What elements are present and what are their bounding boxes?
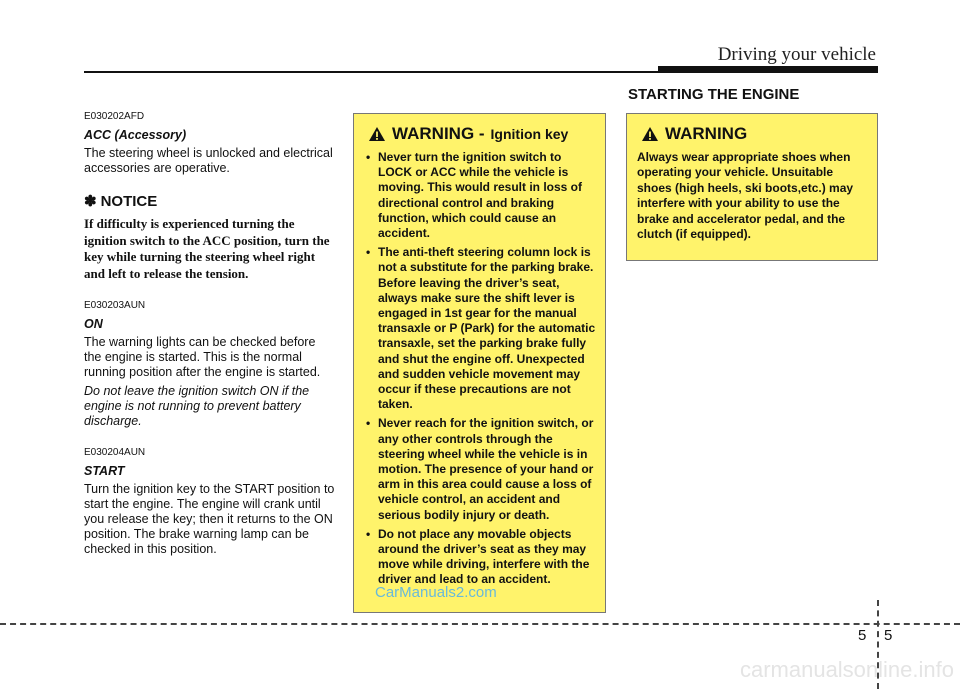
list-item: • Never turn the ignition switch to LOCK or ACC while the vehicle is moving. This would result in loss of directional control and braking function, which could cause an accident. <box>364 150 597 241</box>
on-heading: ON <box>84 317 103 331</box>
warning-shoes-text: Always wear appropriate shoes when operating your vehicle. Unsuitable shoes (high heels, ski boots,etc.) may interfere with your ability to use the brake and accelerator pedal, and the clutch (if equipped). <box>637 150 854 242</box>
notice-text: If difficulty is experienced turning the ignition switch to the ACC position, turn the key while turning the steering wheel right and left to release the tension. <box>84 216 330 281</box>
warning-triangle-icon <box>368 126 386 142</box>
warning-ignition-list <box>364 150 597 588</box>
on-note: Do not leave the ignition switch ON if the engine is not running to prevent battery discharge. <box>84 384 310 428</box>
notice-title <box>84 192 336 210</box>
start-text: Turn the ignition key to the START position to start the engine. The engine will crank until you release the key; then it returns to the ON position. The brake warning lamp can be checked in this position. <box>84 482 335 556</box>
on-text: The warning lights can be checked before the engine is started. This is the normal running position after the engine is started. <box>84 335 321 379</box>
acc-code: E030202AFD <box>84 111 145 122</box>
warning-ignition-title: WARNING - <box>392 124 485 143</box>
acc-text: The steering wheel is unlocked and electrical accessories are operative. <box>84 146 333 175</box>
warning-ignition-heading <box>364 124 597 144</box>
start-code: E030204AUN <box>84 447 146 458</box>
list-item: • Never reach for the ignition switch, or any other controls through the steering wheel while the vehicle is in motion. The presence of your hand or arm in this area could cause a loss of vehicle control, an accident and serious bodily injury or death. <box>364 416 597 522</box>
site-watermark: carmanualsonline.info <box>739 657 954 682</box>
warning-shoes-title: WARNING <box>665 124 748 143</box>
header-title: Driving your vehicle <box>717 44 876 65</box>
warning-triangle-icon <box>641 126 659 142</box>
list-item: • Do not place any movable objects around the driver’s seat as they may move while driving, interfere with the driver and lead to an accident. <box>364 527 597 588</box>
list-item: • The anti-theft steering column lock is not a substitute for the parking brake. Before leaving the driver’s seat, always make sure the shift lever is engaged in 1st gear for the manual transaxle or P (Park) for the automatic transaxle, set the parking brake fully and shut the engine off. Unexpected and sudden vehicle movement may occur if these precautions are not taken. <box>364 245 597 412</box>
warning-ignition-box <box>353 113 606 613</box>
notice-title-text: NOTICE <box>100 192 158 210</box>
left-column <box>84 111 336 557</box>
notice-star-icon: ✽ <box>84 193 97 210</box>
warning-shoes-heading <box>637 124 867 144</box>
section-title: STARTING THE ENGINE <box>628 86 800 103</box>
header-rule-thick <box>658 66 878 73</box>
notice-section <box>84 192 336 282</box>
on-section <box>84 300 336 429</box>
acc-section <box>84 111 336 176</box>
warning-shoes-box <box>626 113 878 261</box>
start-section <box>84 447 336 557</box>
on-code: E030203AUN <box>84 300 146 311</box>
footer-rule <box>0 623 960 625</box>
warning-ignition-subtitle: Ignition key <box>490 126 569 142</box>
page-number-chapter: 5 <box>858 627 867 644</box>
acc-heading: ACC (Accessory) <box>84 128 187 142</box>
carmanuals-watermark: CarManuals2.com <box>375 584 497 601</box>
header-rule <box>84 71 658 73</box>
start-heading: START <box>84 464 125 478</box>
page-number: 5 <box>884 627 893 644</box>
